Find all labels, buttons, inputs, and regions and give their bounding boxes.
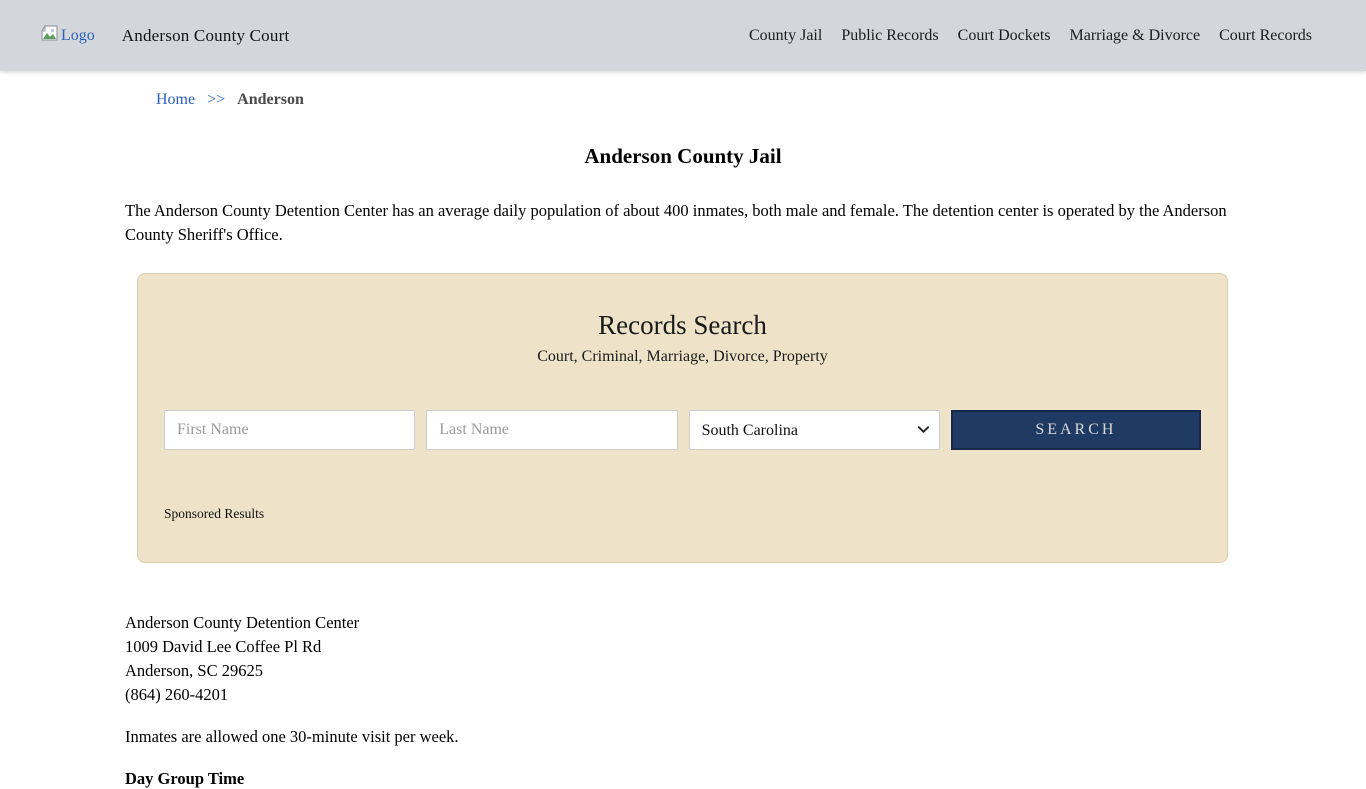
records-search-panel [137, 273, 1228, 563]
breadcrumb-home-link[interactable]: Home [156, 91, 196, 108]
broken-image-icon [40, 25, 59, 47]
last-name-input[interactable] [426, 410, 677, 450]
site-title: Anderson County Court [121, 25, 290, 45]
intro-paragraph: The Anderson County Detention Center has an average daily population of about 400 inmates, both male and female. The detention center is operated by the Anderson County Sheriff's Office. [125, 201, 1227, 244]
site-logo[interactable] [40, 25, 95, 47]
facility-address-line1: 1009 David Lee Coffee Pl Rd [125, 637, 322, 656]
breadcrumb-current: Anderson [237, 91, 304, 108]
site-header [0, 0, 1366, 71]
sponsored-results-label: Sponsored Results [164, 506, 265, 521]
search-button[interactable]: SEARCH [951, 410, 1201, 450]
visitation-note: Inmates are allowed one 30-minute visit per week. [125, 727, 459, 746]
first-name-input[interactable] [164, 410, 415, 450]
nav-item-public-records[interactable]: Public Records [841, 26, 939, 44]
facility-name: Anderson County Detention Center [125, 613, 360, 632]
page-title: Anderson County Jail [584, 144, 782, 168]
nav-item-court-dockets[interactable]: Court Dockets [957, 26, 1051, 44]
facility-info [125, 611, 1241, 707]
nav-item-county-jail[interactable]: County Jail [748, 26, 823, 44]
facility-phone: (864) 260-4201 [125, 685, 229, 704]
logo-alt-text: Logo [61, 26, 95, 44]
main-nav [749, 27, 1312, 45]
nav-item-court-records[interactable]: Court Records [1219, 26, 1312, 44]
visitation-schedule-heading: Day Group Time [125, 769, 245, 788]
breadcrumb-separator: >> [207, 91, 226, 108]
main-content [125, 71, 1241, 789]
breadcrumb [125, 71, 1241, 109]
facility-address-line2: Anderson, SC 29625 [125, 661, 263, 680]
records-search-title: Records Search [598, 310, 767, 340]
nav-item-marriage-divorce[interactable]: Marriage & Divorce [1069, 26, 1201, 44]
state-select[interactable] [689, 410, 940, 450]
search-form-row [164, 410, 1201, 450]
records-search-subtitle: Court, Criminal, Marriage, Divorce, Property [537, 348, 828, 365]
state-select-wrap [689, 410, 940, 450]
